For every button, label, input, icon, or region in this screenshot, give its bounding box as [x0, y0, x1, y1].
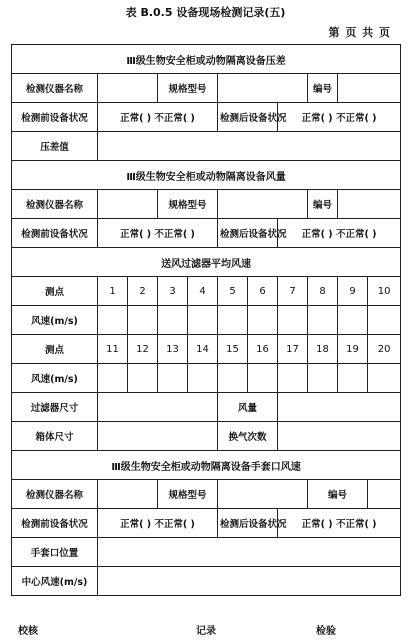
point-number: 2: [128, 277, 158, 306]
point-number: 4: [188, 277, 218, 306]
point-number: 10: [368, 277, 401, 306]
page-number-label: 第 页 共 页: [328, 26, 391, 39]
model-label: 规格型号: [158, 480, 218, 509]
pre-status-label: 检测前设备状况: [12, 103, 98, 132]
speed-cell[interactable]: [248, 364, 278, 393]
point-number: 9: [338, 277, 368, 306]
instrument-value[interactable]: [98, 480, 158, 509]
abnormal-option[interactable]: 不正常( ): [335, 519, 377, 530]
model-label: 规格型号: [158, 74, 218, 103]
pre-status-label: 检测前设备状况: [12, 219, 98, 248]
post-status-label: 检测后设备状况: [218, 219, 278, 248]
normal-option[interactable]: 正常( ): [301, 229, 333, 240]
serial-label: 编号: [308, 480, 368, 509]
speed-cell[interactable]: [158, 364, 188, 393]
pre-status-options[interactable]: [98, 509, 218, 538]
speed-cell[interactable]: [368, 306, 401, 335]
section-airflow-title: Ⅲ级生物安全柜或动物隔离设备风量: [12, 161, 401, 190]
post-status-label: 检测后设备状况: [218, 103, 278, 132]
speed-cell[interactable]: [368, 364, 401, 393]
section-glove-port-title: Ⅲ级生物安全柜或动物隔离设备手套口风速: [12, 451, 401, 480]
speed-label: 风速(m/s): [12, 364, 98, 393]
inspection-record-table: [11, 44, 401, 596]
point-number: 1: [98, 277, 128, 306]
speed-cell[interactable]: [278, 306, 308, 335]
glove-position-value[interactable]: [98, 538, 401, 567]
box-size-label: 箱体尺寸: [12, 422, 98, 451]
abnormal-option[interactable]: 不正常( ): [154, 519, 195, 530]
pre-status-options[interactable]: [98, 219, 218, 248]
box-size-value[interactable]: [98, 422, 218, 451]
point-number: 8: [308, 277, 338, 306]
point-number: 15: [218, 335, 248, 364]
speed-cell[interactable]: [188, 364, 218, 393]
point-number: 6: [248, 277, 278, 306]
speed-cell[interactable]: [158, 306, 188, 335]
instrument-value[interactable]: [98, 190, 158, 219]
speed-cell[interactable]: [218, 364, 248, 393]
filter-size-value[interactable]: [98, 393, 218, 422]
speed-cell[interactable]: [278, 364, 308, 393]
model-label: 规格型号: [158, 190, 218, 219]
normal-option[interactable]: 正常( ): [120, 113, 152, 124]
serial-value[interactable]: [368, 480, 401, 509]
point-number: 5: [218, 277, 248, 306]
section-filter-speed-title: 送风过滤器平均风速: [12, 248, 401, 277]
normal-option[interactable]: 正常( ): [301, 519, 333, 530]
abnormal-option[interactable]: 不正常( ): [335, 113, 377, 124]
serial-label: 编号: [308, 190, 338, 219]
ach-label: 换气次数: [218, 422, 278, 451]
speed-cell[interactable]: [308, 306, 338, 335]
point-number: 18: [308, 335, 338, 364]
glove-position-label: 手套口位置: [12, 538, 98, 567]
speed-cell[interactable]: [338, 364, 368, 393]
serial-value[interactable]: [338, 190, 401, 219]
speed-cell[interactable]: [248, 306, 278, 335]
point-number: 13: [158, 335, 188, 364]
point-number: 14: [188, 335, 218, 364]
instrument-label: 检测仪器名称: [12, 74, 98, 103]
point-label: 测点: [12, 335, 98, 364]
post-status-options[interactable]: [278, 103, 401, 132]
abnormal-option[interactable]: 不正常( ): [335, 229, 377, 240]
point-number: 3: [158, 277, 188, 306]
check-signature-label: 校核: [18, 626, 38, 637]
section-pressure-title: Ⅲ级生物安全柜或动物隔离设备压差: [12, 45, 401, 74]
pre-status-label: 检测前设备状况: [12, 509, 98, 538]
abnormal-option[interactable]: 不正常( ): [154, 229, 195, 240]
inspect-signature-label: 检验: [316, 626, 336, 637]
point-number: 16: [248, 335, 278, 364]
model-value[interactable]: [218, 480, 308, 509]
speed-cell[interactable]: [98, 364, 128, 393]
serial-label: 编号: [308, 74, 338, 103]
speed-cell[interactable]: [308, 364, 338, 393]
post-status-options[interactable]: [278, 509, 401, 538]
point-number: 7: [278, 277, 308, 306]
point-number: 20: [368, 335, 401, 364]
speed-cell[interactable]: [98, 306, 128, 335]
center-speed-label: 中心风速(m/s): [12, 567, 98, 596]
record-signature-label: 记录: [196, 626, 216, 637]
post-status-options[interactable]: [278, 219, 401, 248]
abnormal-option[interactable]: 不正常( ): [154, 113, 195, 124]
pressure-value[interactable]: [98, 132, 401, 161]
airflow-label: 风量: [218, 393, 278, 422]
speed-cell[interactable]: [218, 306, 248, 335]
speed-cell[interactable]: [128, 364, 158, 393]
instrument-label: 检测仪器名称: [12, 480, 98, 509]
model-value[interactable]: [218, 74, 308, 103]
point-number: 17: [278, 335, 308, 364]
ach-value[interactable]: [278, 422, 401, 451]
speed-cell[interactable]: [128, 306, 158, 335]
normal-option[interactable]: 正常( ): [120, 519, 152, 530]
document-title: 表 B.0.5 设备现场检测记录(五): [125, 6, 286, 19]
instrument-label: 检测仪器名称: [12, 190, 98, 219]
instrument-value[interactable]: [98, 74, 158, 103]
point-number: 19: [338, 335, 368, 364]
speed-cell[interactable]: [188, 306, 218, 335]
airflow-value[interactable]: [278, 393, 401, 422]
normal-option[interactable]: 正常( ): [120, 229, 152, 240]
point-label: 测点: [12, 277, 98, 306]
point-number: 12: [128, 335, 158, 364]
normal-option[interactable]: 正常( ): [301, 113, 333, 124]
speed-cell[interactable]: [338, 306, 368, 335]
serial-value[interactable]: [338, 74, 401, 103]
post-status-label: 检测后设备状况: [218, 509, 278, 538]
point-number: 11: [98, 335, 128, 364]
filter-size-label: 过滤器尺寸: [12, 393, 98, 422]
speed-label: 风速(m/s): [12, 306, 98, 335]
center-speed-value[interactable]: [98, 567, 401, 596]
pressure-label: 压差值: [12, 132, 98, 161]
model-value[interactable]: [218, 190, 308, 219]
pre-status-options[interactable]: [98, 103, 218, 132]
